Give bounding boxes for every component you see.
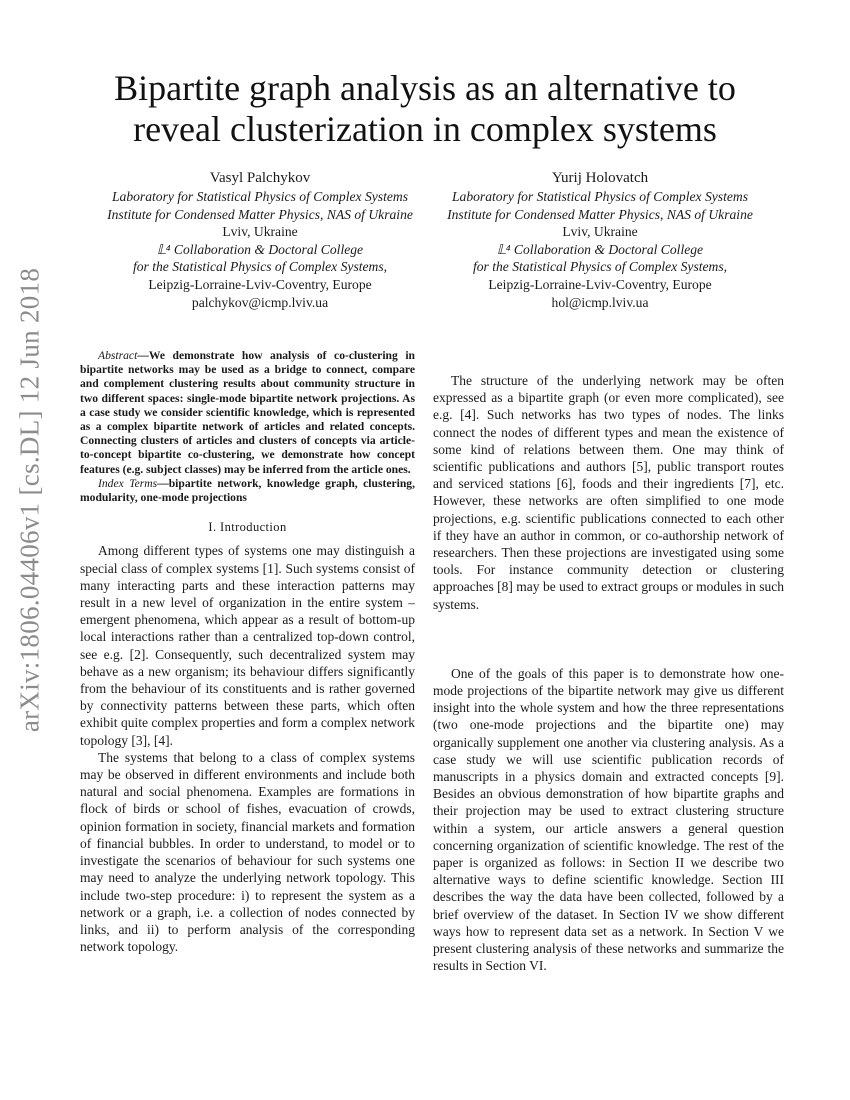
author-city: Lviv, Ukraine xyxy=(222,224,298,240)
author-city: Lviv, Ukraine xyxy=(562,224,638,240)
index-terms-paragraph xyxy=(80,477,415,505)
intro-paragraph-2: The systems that belong to a class of complex systems may be observed in different environments and include both natural and social phenomena. Examples are formations in flock of birds or school of fishes, evacuation of crowds, opinion formation in society, financial markets and formation of financial bubbles. In order to understand, to model or to investigate the scenarios of behaviour for such systems one may need to analyze the underlying network topology. This include two-step procedure: i) to represent the system as a network or a graph, i.e. a collection of nodes connected by links, and ii) to perform analysis of the corresponding network topology. xyxy=(80,749,415,955)
paper-title xyxy=(60,68,790,150)
author-location: Leipzig-Lorraine-Lviv-Coventry, Europe xyxy=(488,276,712,292)
arxiv-identifier: arXiv:1806.04406v1 [cs.DL] 12 Jun 2018 xyxy=(14,267,45,733)
right-paragraph-1: The structure of the underlying network may be often expressed as a bipartite graph (or even more complicated), see e.g. [4]. Such networks has two types of nodes. The links connect the nodes of different types and mean the existence of some kind of relations between them. One may think of scientific publications and authors [5], public transport routes and serviced stations [6], foods and their ingredients [7], etc. However, these networks are often simplified to one mode projections, e.g. scientific publications connected to each other if they have an author in common, or co-authorship network of researchers. Then these projections are investigated using some tools. For instance community detection or clustering approaches [8] may be used to extract groups or modules in such systems. xyxy=(433,373,784,612)
author-affiliation: Laboratory for Statistical Physics of Complex Systems xyxy=(111,189,409,204)
author-email[interactable]: hol@icmp.lviv.ua xyxy=(551,294,649,310)
author-college: for the Statistical Physics of Complex Systems, xyxy=(472,259,728,275)
author-name: Vasyl Palchykov xyxy=(209,170,311,186)
author-affiliation: Institute for Condensed Matter Physics, NAS of Ukraine xyxy=(107,206,413,222)
abstract-text: —We demonstrate how analysis of co-clustering in bipartite networks may be used as a bridge to connect, compare and complement clustering results about community structure in two different spaces: single-mode bipartite network projections. As a case study we consider scientific knowledge, which is represented as a complex bipartite network of articles and related concepts. Connecting clusters of articles and clusters of concepts via article-to-concept bipartite co-clustering, we demonstrate how concept features (e.g. subject classes) may be inferred from the article ones. xyxy=(80,349,415,476)
intro-paragraph-1: Among different types of systems one may distinguish a special class of complex systems [1]. Such systems consist of many interacting parts and these interaction patterns may result in a new level of organization in the entire system – emergent phenomena, which appear as a result of bottom-up local interactions rather than a centralized top-down control, see e.g. [2]. Consequently, such decentralized system may behave as a new organism; its behaviour differs significantly from the behaviour of its constituents and is rather governed by connectivity patterns between these parts, which often exhibit quite complex properties and form a complex network topology [3], [4]. xyxy=(80,543,415,748)
abstract xyxy=(80,349,415,505)
section-heading: I. Introduction xyxy=(208,520,287,535)
left-column xyxy=(80,349,415,955)
author-location: Leipzig-Lorraine-Lviv-Coventry, Europe xyxy=(148,276,372,292)
right-column xyxy=(433,372,784,975)
author-1 xyxy=(80,168,440,311)
right-paragraph-2: One of the goals of this paper is to demonstrate how one-mode projections of the bipartite network may give us different insight into the whole system and how the three representations (two one-mode projections and the bipartite one) may organically supplement one another via clustering analysis. As a case study we will use scientific publication records of manuscripts in a physics domain and extracted concepts [9]. Besides an obvious demonstration of how bipartite graphs and their projection may be used to extract clustering structure within a system, our article answers a general question concerning organization of scientific knowledge. The rest of the paper is organized as follows: in Section II we describe two alternative ways to define scientific knowledge. Section III describes the way the data have been collected, followed by a brief overview of the dataset. In Section IV we show different ways how to represent data set as a network. In Section V we present clustering analysis of these networks and summarize the results in Section VI. xyxy=(433,665,784,974)
author-college: for the Statistical Physics of Complex Systems, xyxy=(132,259,388,275)
abstract-label: Abstract xyxy=(98,349,138,362)
index-terms-label: Index Terms xyxy=(98,476,158,490)
title-line-2: reveal clusterization in complex systems xyxy=(133,109,717,149)
abstract-paragraph xyxy=(80,349,415,477)
author-name: Yurij Holovatch xyxy=(551,170,649,186)
author-2 xyxy=(425,168,775,311)
author-collaboration: 𝕃⁴ Collaboration & Doctoral College xyxy=(496,241,704,257)
author-affiliation: Laboratory for Statistical Physics of Complex Systems xyxy=(451,189,749,204)
arxiv-sidebar xyxy=(0,267,60,733)
author-email[interactable]: palchykov@icmp.lviv.ua xyxy=(191,294,329,310)
author-affiliation: Institute for Condensed Matter Physics, NAS of Ukraine xyxy=(447,206,753,222)
author-collaboration: 𝕃⁴ Collaboration & Doctoral College xyxy=(156,241,364,257)
index-terms-text: —bipartite network, knowledge graph, clustering, modularity, one-mode projections xyxy=(80,476,415,505)
title-line-1: Bipartite graph analysis as an alternative to xyxy=(114,68,736,108)
